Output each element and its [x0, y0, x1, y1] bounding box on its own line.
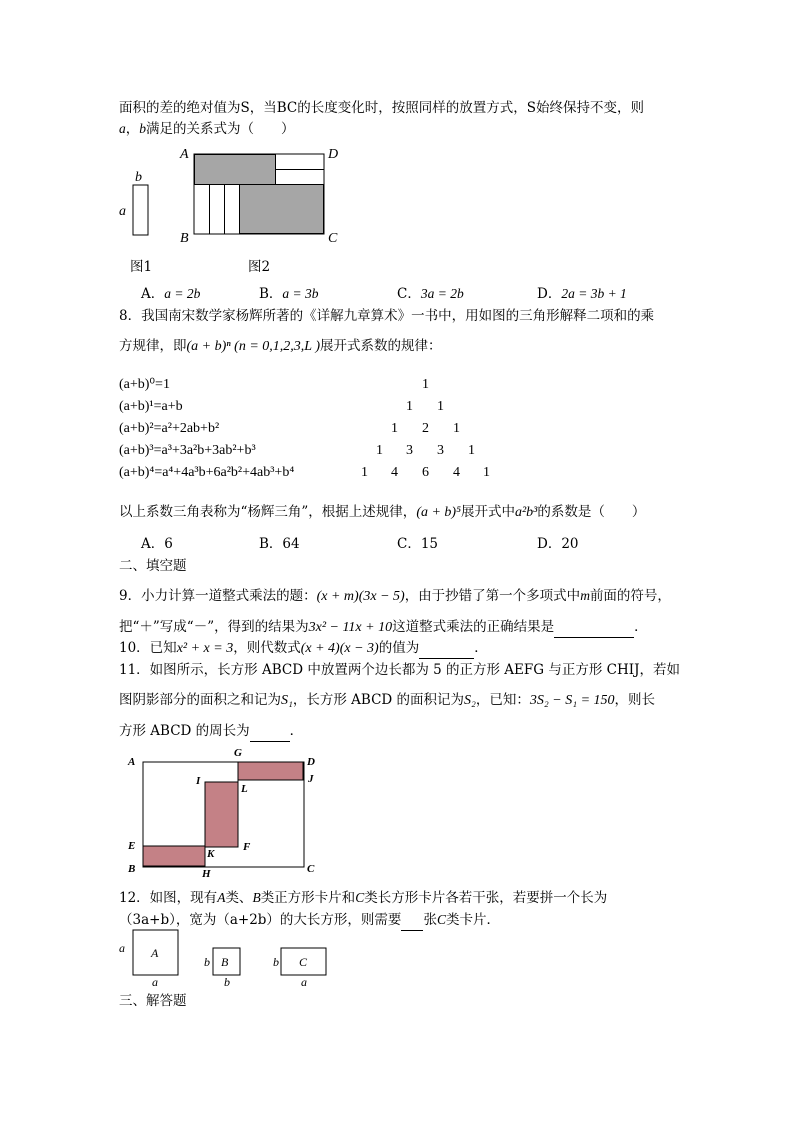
q7-sep: ，	[125, 121, 140, 137]
triangle-row4-4: 1	[483, 465, 490, 480]
card-rectangle	[133, 185, 148, 235]
q7-var-b: b	[139, 121, 146, 136]
label-C: C	[328, 231, 338, 246]
label-A: A	[128, 756, 136, 768]
q7-option-c: C．3a = 2b	[397, 286, 464, 302]
label-H: H	[202, 868, 211, 877]
q10-line: 10．已知x² + x = 3，则代数式(x + 4)(x − 3)的值为 ．	[119, 638, 488, 659]
label-F: F	[243, 841, 251, 853]
expansion-4: (a+b)⁴=a⁴+4a³b+6a²b²+4ab³+b⁴	[119, 465, 295, 480]
triangle-row1-0: 1	[406, 399, 413, 414]
triangle-row3-0: 1	[376, 443, 383, 458]
triangle-row0-0: 1	[422, 377, 429, 392]
q9-answer-blank[interactable]	[554, 617, 634, 638]
q7-line1: 面积的差的绝对值为S，当BC的长度变化时，按照同样的放置方式，S始终保持不变，则	[119, 100, 644, 116]
q7-figure-2	[175, 145, 345, 247]
label-I: I	[196, 775, 201, 787]
label-A: A	[180, 147, 189, 162]
q7-var-a: a	[119, 121, 126, 136]
shaded-top-strip	[238, 762, 303, 780]
card-B-side: b	[204, 955, 210, 969]
label-G: G	[234, 747, 242, 759]
label-J: J	[308, 773, 314, 785]
q8-line1: 8．我国南宋数学家杨辉所著的《详解九章算术》一书中，用如图的三角形解释二项和的乘	[119, 308, 655, 324]
label-B: B	[180, 231, 189, 246]
label-D: D	[307, 756, 315, 768]
q9-line1: 9．小力计算一道整式乘法的题：(x + m)(3x − 5)，由于抄错了第一个多项式中m前面的符号，	[119, 588, 671, 604]
card-A-bottom: a	[152, 975, 158, 989]
label-a: a	[119, 204, 126, 219]
shaded-middle-block	[205, 782, 238, 847]
expansion-3: (a+b)³=a³+3a²b+3ab²+b³	[119, 443, 256, 458]
q7-option-d: D．2a = 3b + 1	[537, 286, 627, 302]
triangle-row4-2: 6	[422, 465, 429, 480]
label-b: b	[135, 170, 142, 185]
q8-option-c: C．15	[397, 536, 439, 552]
q7-option-b: B．a = 3b	[259, 286, 319, 302]
label-E: E	[128, 840, 136, 852]
q11-figure	[120, 745, 330, 877]
q8-line3: 以上系数三角表称为“杨辉三角”，根据上述规律，(a + b)⁵展开式中a²b³的系数是（ ）	[119, 504, 646, 520]
card-A-side: a	[119, 941, 125, 955]
expansion-1: (a+b)¹=a+b	[119, 399, 183, 414]
shaded-top-left	[195, 155, 276, 185]
triangle-row2-2: 1	[453, 421, 460, 436]
section-heading-solve: 三、解答题	[119, 993, 187, 1009]
label-K: K	[207, 848, 215, 860]
label-C: C	[307, 863, 315, 875]
triangle-row4-3: 4	[453, 465, 460, 480]
triangle-row2-1: 2	[422, 421, 429, 436]
q8-line2: 方规律，即(a + b)ⁿ (n = 0,1,2,3,L )展开式系数的规律：	[119, 338, 442, 354]
shaded-bottom-strip	[143, 846, 205, 866]
triangle-row3-3: 1	[468, 443, 475, 458]
expansion-0: (a+b)⁰=1	[119, 377, 170, 392]
card-C-bottom: a	[301, 975, 307, 989]
q11-line1: 11．如图所示，长方形 ABCD 中放置两个边长都为 5 的正方形 AEFG 与正方形 CHIJ，若如	[119, 662, 680, 678]
q11-answer-blank[interactable]	[250, 721, 290, 742]
card-A-label: A	[151, 946, 159, 960]
q8-option-d: D．20	[537, 536, 579, 552]
q8-option-a: A．6	[141, 536, 173, 552]
q12-answer-blank[interactable]	[401, 910, 423, 931]
label-L: L	[241, 783, 248, 795]
label-D: D	[328, 147, 339, 162]
triangle-row2-0: 1	[391, 421, 398, 436]
q9-line2: 把“＋”写成“－”，得到的结果为3x² − 11x + 10这道整式乘法的正确结果是 ．	[119, 617, 648, 638]
label-B: B	[128, 863, 136, 875]
q10-answer-blank[interactable]	[419, 638, 474, 659]
card-C-label: C	[299, 955, 308, 969]
q12-line1: 12．如图，现有A类、B类正方形卡片和C类长方形卡片各若干张，若要拼一个长为	[119, 890, 608, 906]
q8-option-b: B．64	[259, 536, 300, 552]
card-B-label: B	[221, 955, 229, 969]
card-B-bottom: b	[224, 975, 230, 989]
q8-formula: (a + b)ⁿ (n = 0,1,2,3,L )	[186, 339, 320, 354]
triangle-row3-2: 3	[437, 443, 444, 458]
q11-line3: 方形 ABCD 的周长为 ．	[119, 721, 303, 742]
card-C-side: b	[273, 955, 279, 969]
q7-option-a: A．a = 2b	[141, 286, 201, 302]
triangle-row4-0: 1	[361, 465, 368, 480]
shaded-bottom-right	[240, 185, 324, 234]
q7-fig1-caption: 图1	[130, 259, 153, 275]
section-heading-fill-in: 二、填空题	[119, 558, 187, 574]
triangle-row1-1: 1	[437, 399, 444, 414]
q7-figure-1	[115, 165, 155, 240]
triangle-row3-1: 3	[406, 443, 413, 458]
expansion-2: (a+b)²=a²+2ab+b²	[119, 421, 220, 436]
q7-fig2-caption: 图2	[248, 259, 271, 275]
q7-line2	[119, 119, 295, 139]
q11-line2: 图阴影部分的面积之和记为S₁，长方形 ABCD 的面积记为S₂，已知：3S₂ − S₁ = 150，则长	[119, 692, 656, 708]
q12-line2: （3a+b），宽为（a+2b）的大长方形，则需要 张C类卡片．	[119, 910, 500, 931]
q7-line2-rest: 满足的关系式为（ ）	[146, 121, 295, 137]
triangle-row4-1: 4	[391, 465, 398, 480]
q12-cards-figure	[115, 925, 335, 990]
